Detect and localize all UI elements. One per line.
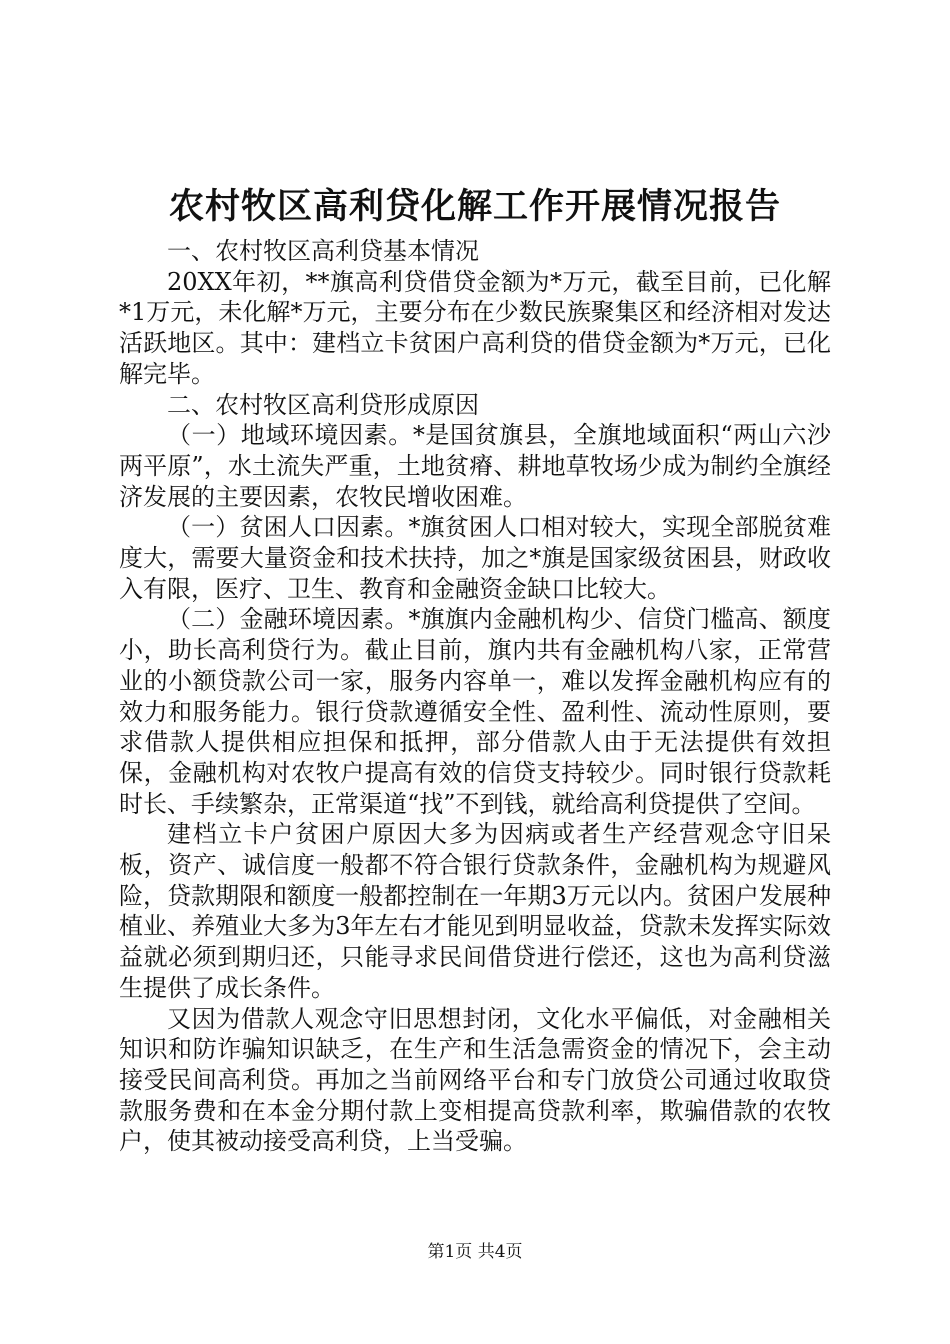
body-paragraph: 又因为借款人观念守旧思想封闭，文化水平偏低，对金融相关知识和防诈骗知识缺乏，在生产和生活急需资金的情况下，会主动接受民间高利贷。再加之当前网络平台和专门放贷公司通过收取贷款服务费和在本金分期付款上变相提高贷款利率，欺骗借款的农牧户，使其被动接受高利贷，上当受骗。 (119, 1004, 831, 1156)
body-paragraph: （一）地域环境因素。*是国贫旗县，全旗地域面积“两山六沙两平原”，水土流失严重，土地贫瘠、耕地草牧场少成为制约全旗经济发展的主要因素，农牧民增收困难。 (119, 421, 831, 511)
document-body (119, 236, 831, 1157)
body-paragraph: （一）贫困人口因素。*旗贫困人口相对较大，实现全部脱贫难度大，需要大量资金和技术扶持，加之*旗是国家级贫困县，财政收入有限，医疗、卫生、教育和金融资金缺口比较大。 (119, 513, 831, 603)
body-paragraph: 20XX年初，**旗高利贷借贷金额为*万元，截至目前，已化解*1万元，未化解*万元，主要分布在少数民族聚集区和经济相对发达活跃地区。其中：建档立卡贫困户高利贷的借贷金额为*万元，已化解完毕。 (119, 267, 831, 388)
section-heading: 二、农村牧区高利贷形成原因 (167, 390, 479, 419)
body-paragraph: 建档立卡户贫困户原因大多为因病或者生产经营观念守旧呆板，资产、诚信度一般都不符合银行贷款条件，金融机构为规避风险，贷款期限和额度一般都控制在一年期3万元以内。贫困户发展种植业、养殖业大多为3年左右才能见到明显收益，贷款未发挥实际效益就必须到期归还，只能寻求民间借贷进行偿还，这也为高利贷滋生提供了成长条件。 (119, 820, 831, 1002)
body-paragraph: （二）金融环境因素。*旗旗内金融机构少、信贷门槛高、额度小，助长高利贷行为。截止目前，旗内共有金融机构八家，正常营业的小额贷款公司一家，服务内容单一，难以发挥金融机构应有的效力和服务能力。银行贷款遵循安全性、盈利性、流动性原则，要求借款人提供相应担保和抵押，部分借款人由于无法提供有效担保，金融机构对农牧户提高有效的信贷支持较少。同时银行贷款耗时长、手续繁杂，正常渠道“找”不到钱，就给高利贷提供了空间。 (119, 605, 831, 818)
document-title: 农村牧区高利贷化解工作开展情况报告 (168, 186, 781, 227)
page-number-footer: 第1页 共4页 (427, 1242, 523, 1262)
section-heading: 一、农村牧区高利贷基本情况 (167, 237, 479, 265)
